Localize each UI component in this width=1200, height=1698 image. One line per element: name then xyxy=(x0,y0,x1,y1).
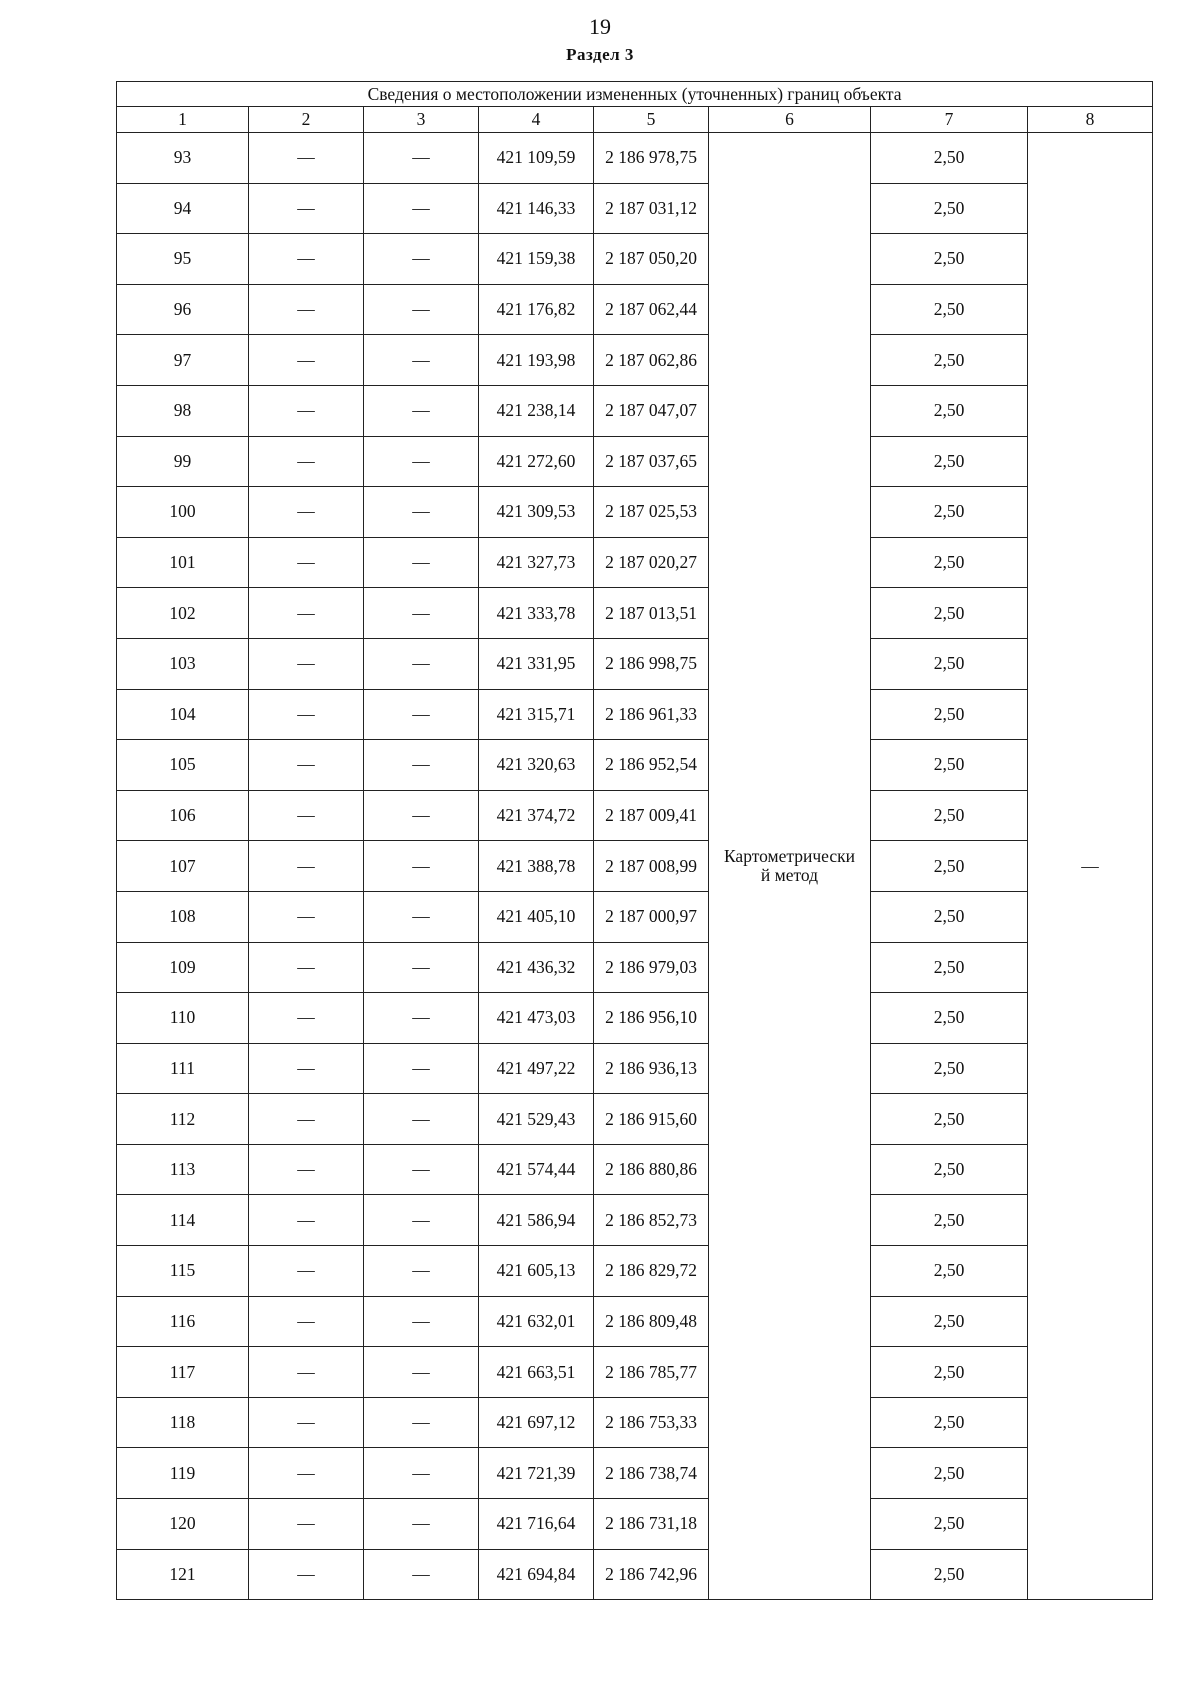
table-row xyxy=(117,183,1153,234)
x-coordinate-cell: 421 146,33 xyxy=(479,183,594,234)
precision-cell: 2,50 xyxy=(871,234,1028,285)
table-row xyxy=(117,1347,1153,1398)
column-header: 2 xyxy=(249,107,364,133)
point-number-cell: 120 xyxy=(117,1499,249,1550)
y-coordinate-cell: 2 186 738,74 xyxy=(594,1448,709,1499)
y-coordinate-cell: 2 187 008,99 xyxy=(594,841,709,892)
precision-cell: 2,50 xyxy=(871,1549,1028,1600)
x-coordinate-cell: 421 315,71 xyxy=(479,689,594,740)
col3-cell: — xyxy=(364,1397,479,1448)
y-coordinate-cell: 2 186 742,96 xyxy=(594,1549,709,1600)
point-number-cell: 109 xyxy=(117,942,249,993)
point-number-cell: 103 xyxy=(117,638,249,689)
col2-cell: — xyxy=(249,1397,364,1448)
col3-cell: — xyxy=(364,1448,479,1499)
table-row xyxy=(117,133,1153,184)
point-number-cell: 93 xyxy=(117,133,249,184)
col2-cell: — xyxy=(249,234,364,285)
point-number-cell: 117 xyxy=(117,1347,249,1398)
x-coordinate-cell: 421 436,32 xyxy=(479,942,594,993)
col3-cell: — xyxy=(364,588,479,639)
table-row xyxy=(117,234,1153,285)
table-row xyxy=(117,1296,1153,1347)
point-number-cell: 105 xyxy=(117,740,249,791)
col3-cell: — xyxy=(364,1195,479,1246)
y-coordinate-cell: 2 187 047,07 xyxy=(594,385,709,436)
precision-cell: 2,50 xyxy=(871,1448,1028,1499)
col2-cell: — xyxy=(249,1195,364,1246)
table-row xyxy=(117,993,1153,1044)
y-coordinate-cell: 2 187 062,86 xyxy=(594,335,709,386)
x-coordinate-cell: 421 272,60 xyxy=(479,436,594,487)
point-number-cell: 121 xyxy=(117,1549,249,1600)
col2-cell: — xyxy=(249,1094,364,1145)
y-coordinate-cell: 2 187 020,27 xyxy=(594,537,709,588)
precision-cell: 2,50 xyxy=(871,1397,1028,1448)
precision-cell: 2,50 xyxy=(871,487,1028,538)
point-number-cell: 112 xyxy=(117,1094,249,1145)
point-number-cell: 106 xyxy=(117,790,249,841)
point-number-cell: 100 xyxy=(117,487,249,538)
table-row xyxy=(117,1397,1153,1448)
x-coordinate-cell: 421 109,59 xyxy=(479,133,594,184)
col3-cell: — xyxy=(364,537,479,588)
table-row xyxy=(117,689,1153,740)
precision-cell: 2,50 xyxy=(871,1296,1028,1347)
precision-cell: 2,50 xyxy=(871,1246,1028,1297)
precision-cell: 2,50 xyxy=(871,133,1028,184)
table-row xyxy=(117,436,1153,487)
table-row xyxy=(117,1144,1153,1195)
col3-cell: — xyxy=(364,487,479,538)
precision-cell: 2,50 xyxy=(871,385,1028,436)
precision-cell: 2,50 xyxy=(871,436,1028,487)
table-row xyxy=(117,942,1153,993)
point-number-cell: 115 xyxy=(117,1246,249,1297)
table-body xyxy=(117,133,1153,1600)
precision-cell: 2,50 xyxy=(871,1347,1028,1398)
y-coordinate-cell: 2 186 753,33 xyxy=(594,1397,709,1448)
col3-cell: — xyxy=(364,1296,479,1347)
y-coordinate-cell: 2 187 037,65 xyxy=(594,436,709,487)
table-caption: Сведения о местоположении измененных (уточненных) границ объекта xyxy=(117,82,1153,107)
point-number-cell: 118 xyxy=(117,1397,249,1448)
precision-cell: 2,50 xyxy=(871,790,1028,841)
col2-cell: — xyxy=(249,335,364,386)
column-header: 8 xyxy=(1028,107,1153,133)
precision-cell: 2,50 xyxy=(871,183,1028,234)
col3-cell: — xyxy=(364,689,479,740)
col2-cell: — xyxy=(249,487,364,538)
y-coordinate-cell: 2 187 031,12 xyxy=(594,183,709,234)
col2-cell: — xyxy=(249,689,364,740)
x-coordinate-cell: 421 238,14 xyxy=(479,385,594,436)
x-coordinate-cell: 421 331,95 xyxy=(479,638,594,689)
col2-cell: — xyxy=(249,1499,364,1550)
point-number-cell: 96 xyxy=(117,284,249,335)
table-row xyxy=(117,588,1153,639)
point-number-cell: 107 xyxy=(117,841,249,892)
col2-cell: — xyxy=(249,284,364,335)
y-coordinate-cell: 2 186 880,86 xyxy=(594,1144,709,1195)
y-coordinate-cell: 2 187 013,51 xyxy=(594,588,709,639)
table-row xyxy=(117,385,1153,436)
table-row xyxy=(117,790,1153,841)
col2-cell: — xyxy=(249,942,364,993)
column-header: 5 xyxy=(594,107,709,133)
precision-cell: 2,50 xyxy=(871,335,1028,386)
y-coordinate-cell: 2 186 809,48 xyxy=(594,1296,709,1347)
col2-cell: — xyxy=(249,183,364,234)
precision-cell: 2,50 xyxy=(871,1043,1028,1094)
col3-cell: — xyxy=(364,335,479,386)
x-coordinate-cell: 421 320,63 xyxy=(479,740,594,791)
x-coordinate-cell: 421 176,82 xyxy=(479,284,594,335)
col3-cell: — xyxy=(364,1094,479,1145)
col2-cell: — xyxy=(249,993,364,1044)
x-coordinate-cell: 421 721,39 xyxy=(479,1448,594,1499)
y-coordinate-cell: 2 186 956,10 xyxy=(594,993,709,1044)
col2-cell: — xyxy=(249,1296,364,1347)
table-row xyxy=(117,1043,1153,1094)
y-coordinate-cell: 2 186 785,77 xyxy=(594,1347,709,1398)
point-number-cell: 101 xyxy=(117,537,249,588)
col2-cell: — xyxy=(249,1043,364,1094)
x-coordinate-cell: 421 586,94 xyxy=(479,1195,594,1246)
col3-cell: — xyxy=(364,1499,479,1550)
precision-cell: 2,50 xyxy=(871,993,1028,1044)
col2-cell: — xyxy=(249,588,364,639)
x-coordinate-cell: 421 632,01 xyxy=(479,1296,594,1347)
col3-cell: — xyxy=(364,1246,479,1297)
table-row xyxy=(117,284,1153,335)
precision-cell: 2,50 xyxy=(871,942,1028,993)
table-caption-row xyxy=(117,82,1153,107)
x-coordinate-cell: 421 574,44 xyxy=(479,1144,594,1195)
precision-cell: 2,50 xyxy=(871,1195,1028,1246)
precision-cell: 2,50 xyxy=(871,284,1028,335)
table-row xyxy=(117,335,1153,386)
col3-cell: — xyxy=(364,993,479,1044)
precision-cell: 2,50 xyxy=(871,689,1028,740)
precision-cell: 2,50 xyxy=(871,638,1028,689)
col2-cell: — xyxy=(249,790,364,841)
col3-cell: — xyxy=(364,234,479,285)
table-row xyxy=(117,537,1153,588)
col3-cell: — xyxy=(364,183,479,234)
y-coordinate-cell: 2 186 731,18 xyxy=(594,1499,709,1550)
col8-cell: — xyxy=(1028,133,1153,1600)
column-header: 1 xyxy=(117,107,249,133)
col2-cell: — xyxy=(249,1448,364,1499)
table-row xyxy=(117,740,1153,791)
point-number-cell: 94 xyxy=(117,183,249,234)
y-coordinate-cell: 2 187 050,20 xyxy=(594,234,709,285)
x-coordinate-cell: 421 473,03 xyxy=(479,993,594,1044)
point-number-cell: 97 xyxy=(117,335,249,386)
col2-cell: — xyxy=(249,537,364,588)
col2-cell: — xyxy=(249,740,364,791)
precision-cell: 2,50 xyxy=(871,740,1028,791)
col3-cell: — xyxy=(364,841,479,892)
precision-cell: 2,50 xyxy=(871,841,1028,892)
x-coordinate-cell: 421 697,12 xyxy=(479,1397,594,1448)
x-coordinate-cell: 421 388,78 xyxy=(479,841,594,892)
col2-cell: — xyxy=(249,385,364,436)
precision-cell: 2,50 xyxy=(871,891,1028,942)
column-header: 3 xyxy=(364,107,479,133)
y-coordinate-cell: 2 186 979,03 xyxy=(594,942,709,993)
x-coordinate-cell: 421 663,51 xyxy=(479,1347,594,1398)
precision-cell: 2,50 xyxy=(871,537,1028,588)
x-coordinate-cell: 421 605,13 xyxy=(479,1246,594,1297)
col2-cell: — xyxy=(249,1144,364,1195)
table-row xyxy=(117,1246,1153,1297)
section-title: Раздел 3 xyxy=(566,45,634,64)
y-coordinate-cell: 2 186 936,13 xyxy=(594,1043,709,1094)
point-number-cell: 111 xyxy=(117,1043,249,1094)
col3-cell: — xyxy=(364,942,479,993)
table-row xyxy=(117,891,1153,942)
col2-cell: — xyxy=(249,1347,364,1398)
col3-cell: — xyxy=(364,1043,479,1094)
col3-cell: — xyxy=(364,1549,479,1600)
x-coordinate-cell: 421 716,64 xyxy=(479,1499,594,1550)
precision-cell: 2,50 xyxy=(871,1144,1028,1195)
y-coordinate-cell: 2 187 000,97 xyxy=(594,891,709,942)
col3-cell: — xyxy=(364,638,479,689)
point-number-cell: 116 xyxy=(117,1296,249,1347)
col3-cell: — xyxy=(364,133,479,184)
column-header: 6 xyxy=(709,107,871,133)
y-coordinate-cell: 2 187 009,41 xyxy=(594,790,709,841)
column-header: 4 xyxy=(479,107,594,133)
point-number-cell: 119 xyxy=(117,1448,249,1499)
table-row xyxy=(117,638,1153,689)
table-row xyxy=(117,1549,1153,1600)
x-coordinate-cell: 421 694,84 xyxy=(479,1549,594,1600)
col2-cell: — xyxy=(249,891,364,942)
col2-cell: — xyxy=(249,436,364,487)
col2-cell: — xyxy=(249,841,364,892)
col3-cell: — xyxy=(364,740,479,791)
table-row xyxy=(117,841,1153,892)
x-coordinate-cell: 421 529,43 xyxy=(479,1094,594,1145)
col2-cell: — xyxy=(249,1246,364,1297)
x-coordinate-cell: 421 193,98 xyxy=(479,335,594,386)
point-number-cell: 102 xyxy=(117,588,249,639)
col2-cell: — xyxy=(249,638,364,689)
col3-cell: — xyxy=(364,790,479,841)
col3-cell: — xyxy=(364,436,479,487)
coordinates-table xyxy=(116,81,1153,1600)
point-number-cell: 95 xyxy=(117,234,249,285)
table-row xyxy=(117,1448,1153,1499)
y-coordinate-cell: 2 186 852,73 xyxy=(594,1195,709,1246)
column-number-row xyxy=(117,107,1153,133)
page-number: 19 xyxy=(589,14,611,39)
x-coordinate-cell: 421 374,72 xyxy=(479,790,594,841)
x-coordinate-cell: 421 333,78 xyxy=(479,588,594,639)
y-coordinate-cell: 2 187 025,53 xyxy=(594,487,709,538)
precision-cell: 2,50 xyxy=(871,588,1028,639)
precision-cell: 2,50 xyxy=(871,1499,1028,1550)
table-row xyxy=(117,487,1153,538)
col3-cell: — xyxy=(364,284,479,335)
point-number-cell: 110 xyxy=(117,993,249,1044)
col3-cell: — xyxy=(364,1144,479,1195)
column-header: 7 xyxy=(871,107,1028,133)
y-coordinate-cell: 2 186 915,60 xyxy=(594,1094,709,1145)
col3-cell: — xyxy=(364,891,479,942)
table-row xyxy=(117,1094,1153,1145)
col3-cell: — xyxy=(364,1347,479,1398)
y-coordinate-cell: 2 186 952,54 xyxy=(594,740,709,791)
y-coordinate-cell: 2 187 062,44 xyxy=(594,284,709,335)
point-number-cell: 113 xyxy=(117,1144,249,1195)
col2-cell: — xyxy=(249,1549,364,1600)
precision-cell: 2,50 xyxy=(871,1094,1028,1145)
point-number-cell: 104 xyxy=(117,689,249,740)
point-number-cell: 114 xyxy=(117,1195,249,1246)
x-coordinate-cell: 421 405,10 xyxy=(479,891,594,942)
col3-cell: — xyxy=(364,385,479,436)
point-number-cell: 99 xyxy=(117,436,249,487)
method-cell: Картометрически й метод xyxy=(709,133,871,1600)
col2-cell: — xyxy=(249,133,364,184)
y-coordinate-cell: 2 186 998,75 xyxy=(594,638,709,689)
x-coordinate-cell: 421 309,53 xyxy=(479,487,594,538)
x-coordinate-cell: 421 159,38 xyxy=(479,234,594,285)
y-coordinate-cell: 2 186 829,72 xyxy=(594,1246,709,1297)
point-number-cell: 108 xyxy=(117,891,249,942)
y-coordinate-cell: 2 186 978,75 xyxy=(594,133,709,184)
table-row xyxy=(117,1499,1153,1550)
x-coordinate-cell: 421 497,22 xyxy=(479,1043,594,1094)
point-number-cell: 98 xyxy=(117,385,249,436)
y-coordinate-cell: 2 186 961,33 xyxy=(594,689,709,740)
x-coordinate-cell: 421 327,73 xyxy=(479,537,594,588)
table-row xyxy=(117,1195,1153,1246)
